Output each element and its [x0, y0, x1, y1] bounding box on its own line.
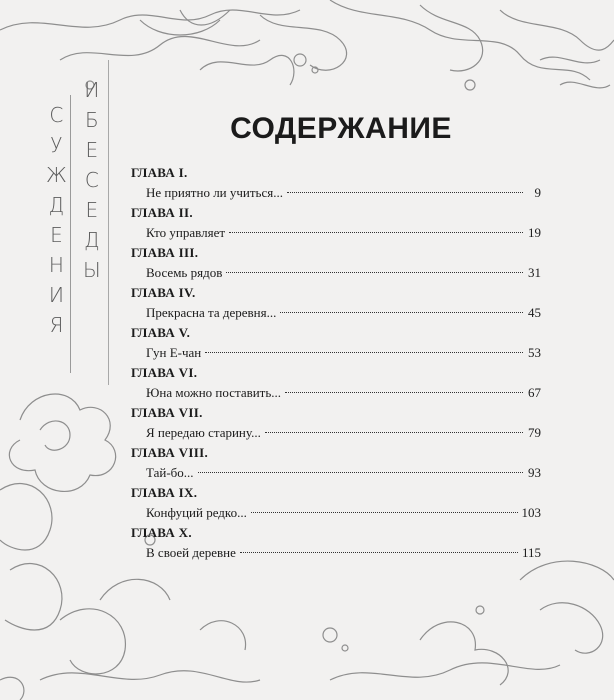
chapter-title: В своей деревне — [146, 545, 236, 560]
dot-leader — [287, 192, 523, 193]
toc-chapter — [131, 443, 541, 483]
vertical-letter: Е — [50, 223, 63, 247]
chapter-title: Конфуций редко... — [146, 505, 247, 520]
toc-chapter — [131, 243, 541, 283]
vertical-letter: Д — [84, 228, 100, 252]
vertical-letter: И — [48, 283, 64, 307]
vertical-letter: С — [49, 103, 64, 127]
chapter-title: Прекрасна та деревня... — [146, 305, 277, 320]
dot-leader — [229, 232, 523, 233]
dot-leader — [240, 552, 518, 553]
vertical-divider — [108, 60, 109, 385]
dot-leader — [285, 392, 523, 393]
chapter-label: ГЛАВА IV. — [131, 285, 196, 300]
page-number: 45 — [528, 305, 541, 320]
page-number: 9 — [534, 185, 541, 200]
chapter-title: Восемь рядов — [146, 265, 223, 280]
page-number: 67 — [528, 385, 541, 400]
toc-entry[interactable] — [146, 183, 541, 203]
chapter-label: ГЛАВА V. — [131, 325, 191, 340]
vertical-letter: Н — [48, 253, 64, 277]
vertical-letter: Ы — [83, 258, 101, 282]
chapter-title: Я передаю старину... — [146, 425, 261, 440]
dot-leader — [251, 512, 518, 513]
chapter-label: ГЛАВА IX. — [131, 485, 198, 500]
toc-chapter — [131, 363, 541, 403]
toc-entry[interactable] — [146, 543, 541, 563]
chapter-label: ГЛАВА I. — [131, 165, 188, 180]
chapter-title: Гун Е-чан — [146, 345, 202, 360]
chapter-title: Тай-бо... — [146, 465, 194, 480]
toc-chapter — [131, 523, 541, 563]
toc-entry[interactable] — [146, 343, 541, 363]
toc-entry[interactable] — [146, 423, 541, 443]
vertical-letter: Е — [85, 138, 99, 162]
page-number: 31 — [528, 265, 541, 280]
page-title: СОДЕРЖАНИЕ — [230, 112, 452, 145]
page-number: 115 — [521, 545, 541, 560]
toc-chapter — [131, 283, 541, 323]
chapter-label: ГЛАВА VI. — [131, 365, 198, 380]
toc-entry[interactable] — [146, 223, 541, 243]
page-number: 79 — [528, 425, 541, 440]
vertical-letter: С — [84, 168, 99, 192]
dot-leader — [265, 432, 523, 433]
toc-entry[interactable] — [146, 263, 541, 283]
chapter-title: Юна можно поставить... — [146, 385, 282, 400]
vertical-title-right — [83, 75, 101, 285]
chapter-title: Не приятно ли учиться... — [146, 185, 283, 200]
toc-chapter — [131, 163, 541, 203]
chapter-label: ГЛАВА II. — [131, 205, 193, 220]
page-number: 93 — [528, 465, 541, 480]
chapter-label: ГЛАВА X. — [131, 525, 192, 540]
vertical-letter: И — [84, 78, 100, 102]
vertical-letter: У — [50, 133, 63, 157]
toc-chapter — [131, 203, 541, 243]
vertical-letter: Я — [49, 313, 64, 337]
vertical-letter: Б — [84, 108, 99, 132]
page-number: 19 — [528, 225, 541, 240]
table-of-contents — [131, 163, 541, 563]
toc-chapter — [131, 323, 541, 363]
dot-leader — [280, 312, 523, 313]
toc-chapter — [131, 483, 541, 523]
chapter-label: ГЛАВА III. — [131, 245, 199, 260]
vertical-letter: Д — [48, 193, 65, 217]
toc-entry[interactable] — [146, 463, 541, 483]
chapter-title: Кто управляет — [146, 225, 226, 240]
dot-leader — [198, 472, 523, 473]
dot-leader — [226, 272, 523, 273]
chapter-label: ГЛАВА VII. — [131, 405, 203, 420]
toc-entry[interactable] — [146, 303, 541, 323]
vertical-letter: Е — [85, 198, 99, 222]
toc-entry[interactable] — [146, 503, 541, 523]
dot-leader — [205, 352, 523, 353]
page-number: 53 — [528, 345, 541, 360]
page-number: 103 — [521, 505, 541, 520]
vertical-letter: Ж — [46, 163, 67, 187]
toc-entry[interactable] — [146, 383, 541, 403]
toc-chapter — [131, 403, 541, 443]
chapter-label: ГЛАВА VIII. — [131, 445, 208, 460]
